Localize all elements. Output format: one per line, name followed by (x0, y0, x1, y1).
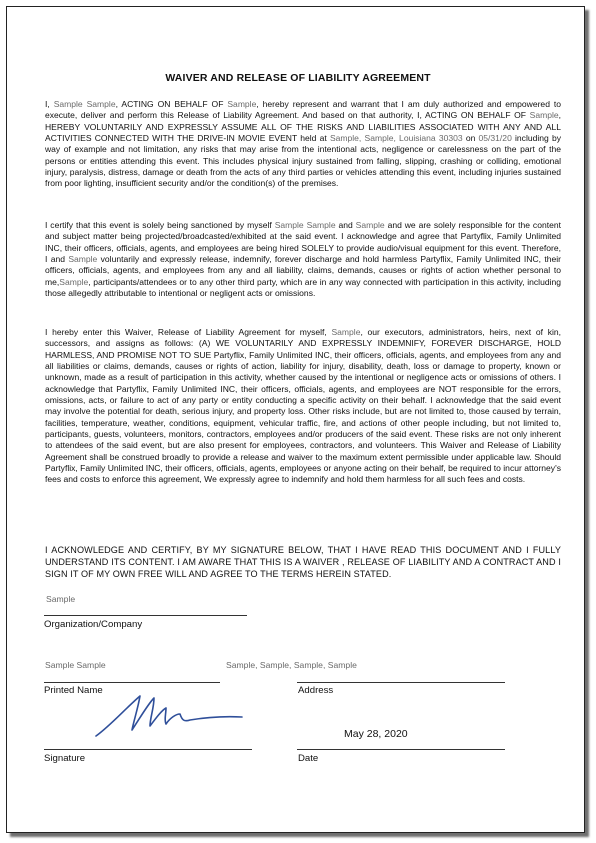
date-line (297, 749, 505, 750)
paragraph-text: and (335, 220, 356, 230)
filled-value[interactable]: Sample (59, 276, 89, 287)
filled-value[interactable]: 05/31/20 (478, 133, 512, 144)
paragraph-text: on (462, 133, 479, 144)
paragraph-text: I hereby enter this Waiver, Release of Liability Agreement for myself, (45, 327, 332, 337)
paragraph-text: , our executors, administrators, heirs, next of kin, successors, and assigns as follows: (A) WE VOLUNTARILY AND EXPRESSLY INDEMNIFY, FOREVER DISCHARGE, HOLD HARMLESS, AND PROMISE NOT TO SUE Partyflix, Family Unlimited INC, their officers, officials, agents, and employees from any and all liabilities or claims, demands, causes or rights of action, liability for injury, disability, death, loss or damage to property, known or unknown, made as a result of participation in this activity, whether caused by the intentional or negligence acts or omissions of others. I acknowledge that Partyflix, Family Unlimited INC, their officers, officials, agents, and employees are NOT responsible for the errors, omissions, acts, or failure to act of any party or entity conducting a specific activity on their behalf. I acknowledge that the said event may involve the potential for death, serious injury, and property loss. Other risks include, but are not limited to, those caused by terrain, facilities, temperature, weather, conditions, equipment, vehicular traffic, fire, and actions of other people including, but not limited to, participants, guests, volunteers, monitors, contractors, employees and/or producers of the said event. These risks are not only inherent to attendees of the said event, but are also present for employees, contractors, and volunteers. This Waiver and Release of Liability Agreement shall be construed broadly to provide a release and waiver to the maximum extent permissible under applicable law. Should Partyflix, Family Unlimited INC, their officers, officials, agents, employees or anyone acting on their behalf, be required to incur attorney's fees and costs to enforce this agreement, We expressly agree to indemnify and hold them harmless for all such fees and costs. (45, 327, 561, 485)
paragraph-certification (45, 220, 561, 299)
organization-line (44, 615, 247, 616)
signature-image[interactable] (92, 690, 252, 740)
paragraph-acknowledgement: I ACKNOWLEDGE AND CERTIFY, BY MY SIGNATURE BELOW, THAT I HAVE READ THIS DOCUMENT AND I FULLY UNDERSTAND ITS CONTENT. I AM AWARE THAT THIS IS A WAIVER , RELEASE OF LIABILITY AND A CONTRACT AND I SIGN IT OF MY OWN FREE WILL AND AGREE TO THE TERMS HEREIN STATED. (45, 545, 561, 580)
paragraph-text: including by way of example and not limitation, any risks that may arise from the intentional acts, negligence or carelessness on the part of the persons or entities attending this event. This includes physical injury sustained from falling, slipping, crashing or colliding, emotional injury, paralysis, distress, damage or death from the acts of any third parties or vehicles attending this event, including injuries sustained from poor lighting, insufficient security and/or the condition(s) of the premises. (45, 133, 561, 189)
address-line (297, 682, 505, 683)
signature-line (44, 749, 252, 750)
signature-label: Signature (44, 753, 86, 764)
paragraph-text: , HEREBY VOLUNTARILY AND EXPRESSLY ASSUME ALL OF THE RISKS AND LIABILITIES ASSOCIATED WITH ANY AND ALL ACTIVITIES CONNECTED WITH THE DRIVE-IN MOVIE EVENT held at (45, 110, 561, 144)
address-value[interactable]: Sample, Sample, Sample, Sample (226, 660, 357, 670)
paragraph-text: voluntarily and expressly release, indemnify, forever discharge and hold harmless Partyflix, Family Unlimited INC, their officers, officials, agents, and employees from any and all liability, claims, demands, causes or rights of action whether personal to me, (45, 254, 561, 287)
paragraph-text: I, (45, 99, 54, 109)
filled-value[interactable]: Sample (68, 254, 98, 265)
paragraph-text: and we are solely responsible for the content and subject matter being projected/broadcasted/exhibited at the said event. I acknowledge and agree that Partyflix, Family Unlimited INC, their officers, officials, agents, and employees are being hired SOLELY to provide audio/visual equipment for this event. Therefore, I and (45, 220, 561, 265)
filled-value[interactable]: Sample Sample (274, 220, 336, 230)
filled-value[interactable]: Sample (227, 99, 257, 109)
address-label: Address (298, 685, 334, 696)
paragraph-text: , participants/attendees or to any other third party, which are in any way connected with participation in this activity, including those allegedly attributable to intentional or negligent acts or omissions. (45, 276, 561, 299)
document-title: WAIVER AND RELEASE OF LIABILITY AGREEMENT (165, 72, 431, 84)
paragraph-text: , ACTING ON BEHALF OF (115, 99, 228, 109)
paragraph-release (45, 327, 561, 486)
paragraph-assumption-of-risk (45, 99, 561, 190)
organization-value[interactable]: Sample (46, 594, 76, 604)
printed-name-value[interactable]: Sample Sample (45, 660, 106, 670)
filled-value[interactable]: Sample (355, 220, 385, 230)
filled-value[interactable]: Sample (529, 110, 559, 121)
paragraph-text: I certify that this event is solely being sanctioned by myself (45, 220, 275, 230)
date-value[interactable]: May 28, 2020 (344, 728, 408, 740)
organization-label: Organization/Company (44, 619, 143, 630)
filled-value[interactable]: Sample, Sample, Louisiana 30303 (329, 133, 463, 144)
filled-value[interactable]: Sample (331, 327, 361, 337)
date-label: Date (298, 753, 319, 764)
printed-name-line (44, 682, 220, 683)
printed-name-label: Printed Name (44, 685, 103, 696)
paragraph-text: , hereby represent and warrant that I am duly authorized and empowered to execute, deliver and perform this Release of Liability Agreement. And based on that authority, I, ACTING ON BEHALF OF (45, 99, 561, 121)
filled-value[interactable]: Sample Sample (53, 99, 116, 109)
